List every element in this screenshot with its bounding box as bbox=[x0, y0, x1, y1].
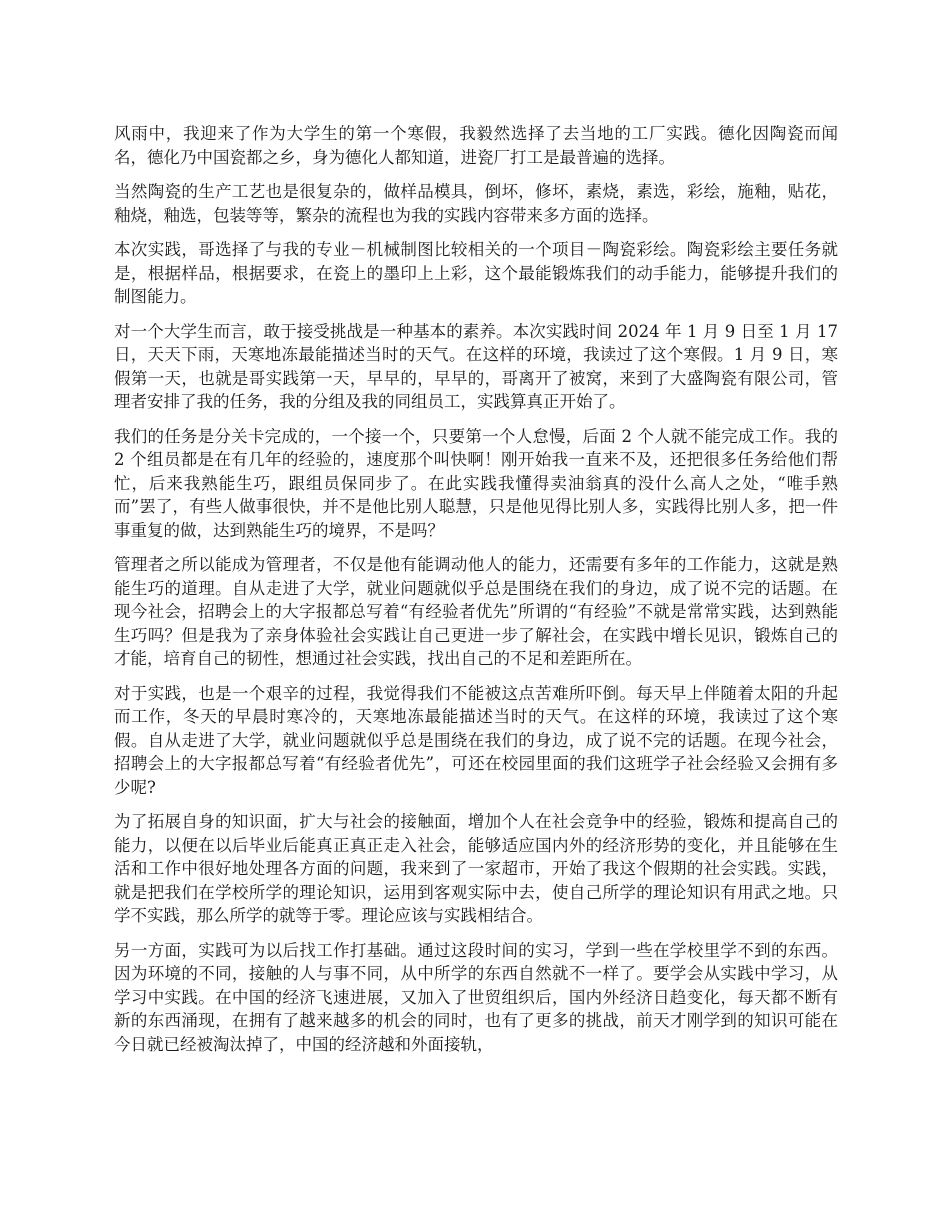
document-body bbox=[114, 122, 838, 1067]
paragraph-9: 另一方面，实践可为以后找工作打基础。通过这段时间的实习，学到一些在学校里学不到的东西。因为环境的不同，接触的人与事不同，从中所学的东西自然就不一样了。要学会从实践中学习，从学习中实践。在中国的经济飞速进展，又加入了世贸组织后，国内外经济日趋变化，每天都不断有新的东西涌现，在拥有了越来越多的机会的同时，也有了更多的挑战，前天才刚学到的知识可能在今日就已经被淘汰掉了，中国的经济越和外面接轨， bbox=[114, 940, 838, 1054]
paragraph-5: 我们的任务是分关卡完成的，一个接一个，只要第一个人怠慢，后面 2 个人就不能完成工作。我的 2 个组员都是在有几年的经验的，速度那个叫快啊！刚开始我一直来不及，还把很多任务给他们帮忙，后来我熟能生巧，跟组员保同步了。在此实践我懂得卖油翁真的没什么高人之处，“唯手熟而”罢了，有些人做事很快，并不是他比别人聪慧，只是他见得比别人多，实践得比别人多，把一件事重复的做，达到熟能生巧的境界，不是吗？ bbox=[114, 426, 838, 540]
paragraph-2: 当然陶瓷的生产工艺也是很复杂的，做样品模具，倒坏，修坏，素烧，素选，彩绘，施釉，贴花，釉烧，釉选，包装等等，繁杂的流程也为我的实践内容带来多方面的选择。 bbox=[114, 182, 838, 225]
paragraph-4: 对一个大学生而言，敢于接受挑战是一种基本的素养。本次实践时间 2024 年 1 月 9 日至 1 月 17 日，天天下雨，天寒地冻最能描述当时的天气。在这样的环境，我读过了这个寒假。1 月 9 日，寒假第一天，也就是哥实践第一天，早早的，早早的，哥离开了被窝，来到了大盛陶瓷有限公司，管理者安排了我的任务，我的分组及我的同组员工，实践算真正开始了。 bbox=[114, 321, 838, 411]
paragraph-8: 为了拓展自身的知识面，扩大与社会的接触面，增加个人在社会竞争中的经验，锻炼和提高自己的能力，以便在以后毕业后能真正真正走入社会，能够适应国内外的经济形势的变化，并且能够在生活和工作中很好地处理各方面的问题，我来到了一家超市，开始了我这个假期的社会实践。实践，就是把我们在学校所学的理论知识，运用到客观实际中去，使自己所学的理论知识有用武之地。只学不实践，那么所学的就等于零。理论应该与实践相结合。 bbox=[114, 812, 838, 925]
paragraph-7: 对于实践，也是一个艰辛的过程，我觉得我们不能被这点苦难所吓倒。每天早上伴随着太阳的升起而工作，冬天的早晨时寒冷的，天寒地冻最能描述当时的天气。在这样的环境，我读过了这个寒假。自从走进了大学，就业问题就似乎总是围绕在我们的身边，成了说不完的话题。在现今社会，招聘会上的大字报都总写着“有经验者优先”，可还在校园里面的我们这班学子社会经验又会拥有多少呢? bbox=[114, 683, 838, 797]
paragraph-6: 管理者之所以能成为管理者，不仅是他有能调动他人的能力，还需要有多年的工作能力，这就是熟能生巧的道理。自从走进了大学，就业问题就似乎总是围绕在我们的身边，成了说不完的话题。在现今社会，招聘会上的大字报都总写着“有经验者优先”所谓的“有经验”不就是常常实践，达到熟能生巧吗？但是我为了亲身体验社会实践让自己更进一步了解社会，在实践中增长见识，锻炼自己的才能，培育自己的韧性，想通过社会实践，找出自己的不足和差距所在。 bbox=[114, 555, 838, 668]
paragraph-1: 风雨中，我迎来了作为大学生的第一个寒假，我毅然选择了去当地的工厂实践。德化因陶瓷而闻名，德化乃中国瓷都之乡，身为德化人都知道，进瓷厂打工是最普遍的选择。 bbox=[114, 124, 838, 167]
paragraph-3: 本次实践，哥选择了与我的专业－机械制图比较相关的一个项目－陶瓷彩绘。陶瓷彩绘主要任务就是，根据样品，根据要求，在瓷上的墨印上上彩，这个最能锻炼我们的动手能力，能够提升我们的制图能力。 bbox=[114, 240, 838, 306]
